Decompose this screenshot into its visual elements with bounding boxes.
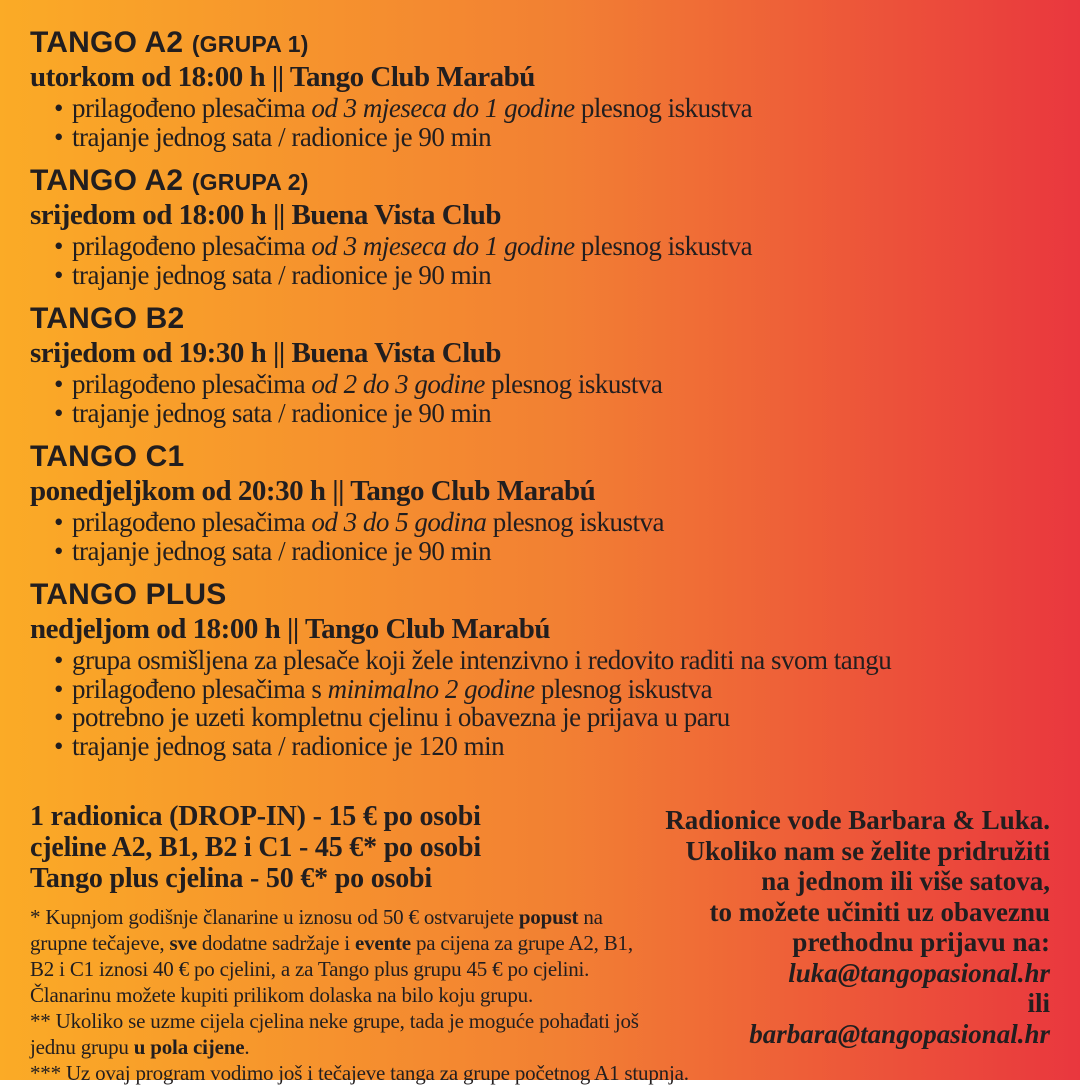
section-title-text: TANGO A2 (30, 26, 184, 59)
schedule-line: srijedom od 19:30 h || Buena Vista Club (30, 337, 502, 369)
contact-line-instructors: Radionice vode Barbara & Luka. (665, 805, 1050, 835)
section-title (30, 26, 1050, 61)
contact-line: prethodnu prijavu na: (792, 927, 1050, 957)
contact-block (665, 805, 1050, 1049)
contact-line: Ukoliko nam se želite pridružiti (685, 835, 1050, 866)
section-title (30, 164, 1050, 199)
footnote-line: *** Uz ovaj program vodimo još i tečajeve tanga za grupe početnog A1 stupnja. (30, 1061, 689, 1085)
bullet-item: • trajanje jednog sata / radionice je 90 min (30, 537, 1050, 566)
schedule-line: utorkom od 18:00 h || Tango Club Marabú (30, 61, 535, 93)
bullet-item: • prilagođeno plesačima s minimalno 2 godine plesnog iskustva (30, 675, 1050, 704)
section-title (30, 440, 1050, 475)
schedule-line: srijedom od 18:00 h || Buena Vista Club (30, 199, 502, 231)
bullet-item: • prilagođeno plesačima od 3 mjeseca do 1 godine plesnog iskustva (30, 232, 1050, 261)
footnote-line: grupne tečajeve, sve dodatne sadržaje i evente pa cijena za grupe A2, B1, (30, 931, 633, 955)
bottom-area (30, 801, 1050, 1086)
footnote-line: ** Ukoliko se uzme cijela cjelina neke grupe, tada je moguće pohađati još (30, 1009, 639, 1033)
email-barbara: barbara@tangopasional.hr (749, 1018, 1050, 1049)
pricing-line-cjeline: cjeline A2, B1, B2 i C1 - 45 €* po osobi (30, 832, 481, 863)
section-title-text: TANGO B2 (30, 302, 185, 335)
pricing-line-dropin: 1 radionica (DROP-IN) - 15 € po osobi (30, 801, 481, 832)
schedule-line: nedjeljom od 18:00 h || Tango Club Marabú (30, 613, 551, 645)
bullet-list (30, 646, 1050, 760)
bullet-item: • trajanje jednog sata / radionice je 90 min (30, 123, 1050, 152)
bullet-item: • trajanje jednog sata / radionice je 90 min (30, 261, 1050, 290)
bullet-list (30, 508, 1050, 565)
section-tango-b2 (30, 302, 1050, 427)
bullet-list (30, 94, 1050, 151)
footnote-line: jednu grupu u pola cijene. (30, 1035, 250, 1059)
contact-line-ili: ili (1027, 988, 1050, 1018)
section-tango-plus (30, 578, 1050, 760)
contact-line: to možete učiniti uz obaveznu (709, 896, 1050, 927)
schedule-line: ponedjeljkom od 20:30 h || Tango Club Marabú (30, 475, 596, 507)
bullet-item: • potrebno je uzeti kompletnu cjelinu i obavezna je prijava u paru (30, 703, 1050, 732)
pricing-line-tango-plus: Tango plus cjelina - 50 €* po osobi (30, 863, 432, 894)
section-title (30, 578, 1050, 613)
footnote-line: B2 i C1 iznosi 40 € po cjelini, a za Tango plus grupu 45 € po cjelini. (30, 957, 590, 981)
footnote-line: * Kupnjom godišnje članarine u iznosu od 50 € ostvarujete popust na (30, 905, 603, 929)
bullet-item: • prilagođeno plesačima od 2 do 3 godine plesnog iskustva (30, 370, 1050, 399)
bullet-item: • trajanje jednog sata / radionice je 90 min (30, 399, 1050, 428)
bullet-item: • trajanje jednog sata / radionice je 120 min (30, 732, 1050, 761)
section-title-suffix: (GRUPA 2) (191, 169, 309, 195)
section-title-suffix: (GRUPA 1) (191, 31, 309, 57)
section-title-text: TANGO A2 (30, 164, 184, 197)
bullet-item: • prilagođeno plesačima od 3 do 5 godina plesnog iskustva (30, 508, 1050, 537)
footnote-line: Članarinu možete kupiti prilikom dolaska na bilo koju grupu. (30, 983, 533, 1007)
section-tango-a2-grupa-1 (30, 26, 1050, 151)
bullet-item: • grupa osmišljena za plesače koji žele intenzivno i redovito raditi na svom tangu (30, 646, 1050, 675)
section-title (30, 302, 1050, 337)
section-title-text: TANGO C1 (30, 440, 185, 473)
bullet-list (30, 232, 1050, 289)
contact-line: na jednom ili više satova, (761, 866, 1050, 896)
section-title-text: TANGO PLUS (30, 578, 227, 611)
email-luka: luka@tangopasional.hr (788, 957, 1050, 988)
bullet-item: • prilagođeno plesačima od 3 mjeseca do 1 godine plesnog iskustva (30, 94, 1050, 123)
bullet-list (30, 370, 1050, 427)
section-tango-a2-grupa-2 (30, 164, 1050, 289)
section-tango-c1 (30, 440, 1050, 565)
